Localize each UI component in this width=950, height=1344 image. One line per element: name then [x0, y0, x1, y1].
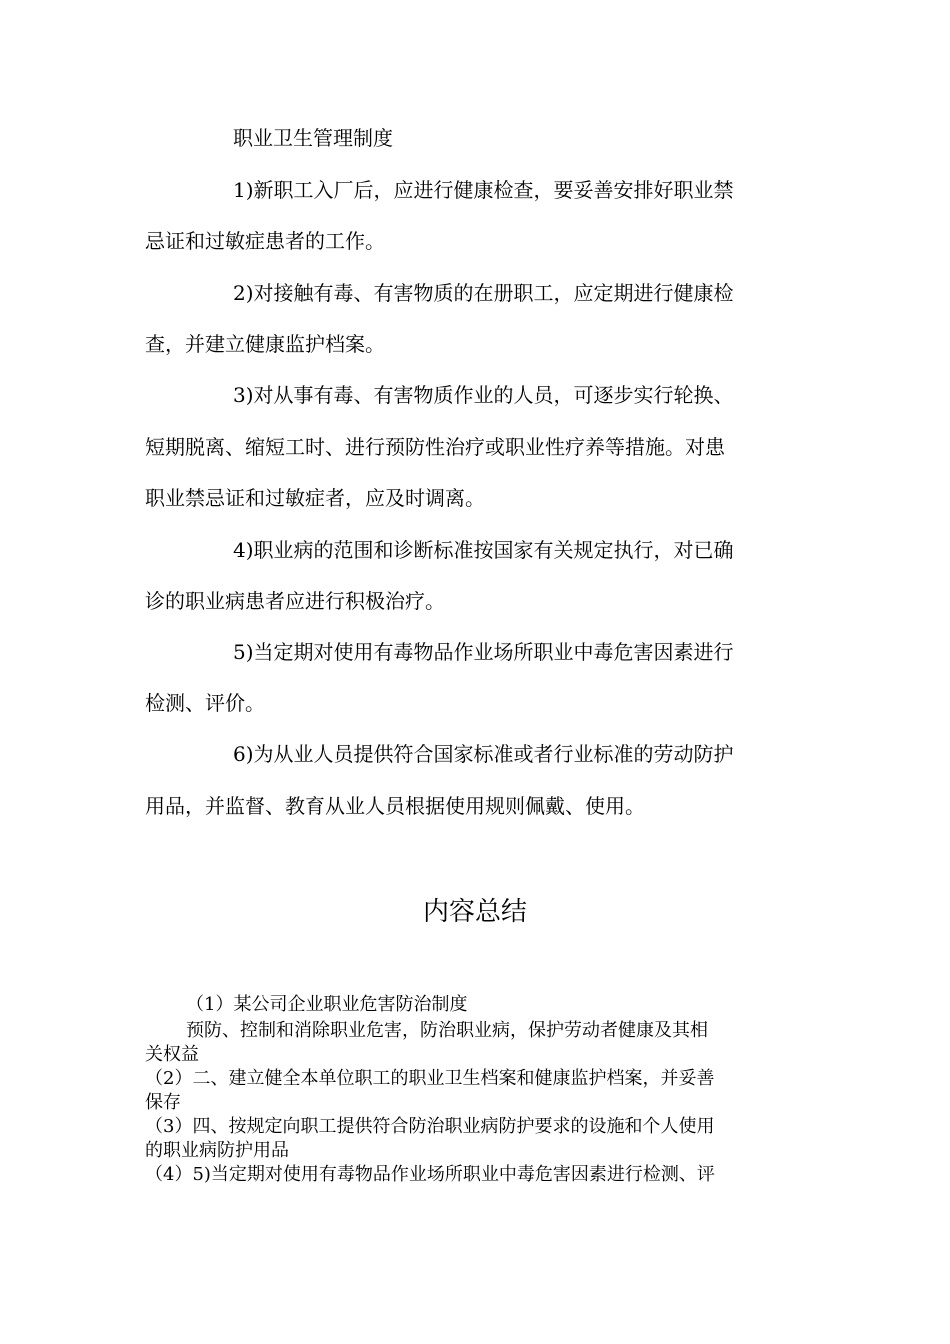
paragraph-5-line-2: 检测、评价。	[145, 691, 265, 715]
summary-line-2: 预防、控制和消除职业危害，防治职业病，保护劳动者健康及其相	[186, 1020, 708, 1041]
summary-line-1: （1）某公司企业职业危害防治制度	[186, 994, 468, 1015]
summary-title: 内容总结	[422, 897, 527, 927]
summary-line-3: 关权益	[145, 1044, 199, 1065]
paragraph-3-line-2: 短期脱离、缩短工时、进行预防性治疗或职业性疗养等措施。对患	[145, 435, 725, 459]
paragraph-6-line-1: 6)为从业人员提供符合国家标准或者行业标准的劳动防护	[233, 742, 734, 766]
summary-line-6: （3）四、按规定向职工提供符合防治职业病防护要求的设施和个人使用	[145, 1116, 715, 1137]
paragraph-3-line-1: 3)对从事有毒、有害物质作业的人员，可逐步实行轮换、	[233, 383, 734, 407]
paragraph-5-line-1: 5)当定期对使用有毒物品作业场所职业中毒危害因素进行	[233, 640, 734, 664]
document-title: 职业卫生管理制度	[233, 126, 393, 150]
paragraph-2-line-2: 查，并建立健康监护档案。	[145, 332, 385, 356]
summary-line-4: （2）二、建立健全本单位职工的职业卫生档案和健康监护档案，并妥善	[145, 1068, 715, 1089]
paragraph-1-line-1: 1)新职工入厂后，应进行健康检查，要妥善安排好职业禁	[233, 178, 734, 202]
summary-line-7: 的职业病防护用品	[145, 1140, 289, 1161]
summary-line-8: （4）5)当定期对使用有毒物品作业场所职业中毒危害因素进行检测、评	[145, 1164, 715, 1185]
paragraph-6-line-2: 用品，并监督、教育从业人员根据使用规则佩戴、使用。	[145, 794, 645, 818]
paragraph-1-line-2: 忌证和过敏症患者的工作。	[145, 229, 385, 253]
paragraph-2-line-1: 2)对接触有毒、有害物质的在册职工，应定期进行健康检	[233, 281, 734, 305]
paragraph-3-line-3: 职业禁忌证和过敏症者，应及时调离。	[145, 486, 485, 510]
summary-line-5: 保存	[145, 1092, 181, 1113]
paragraph-4-line-2: 诊的职业病患者应进行积极治疗。	[145, 589, 445, 613]
paragraph-4-line-1: 4)职业病的范围和诊断标准按国家有关规定执行，对已确	[233, 538, 734, 562]
